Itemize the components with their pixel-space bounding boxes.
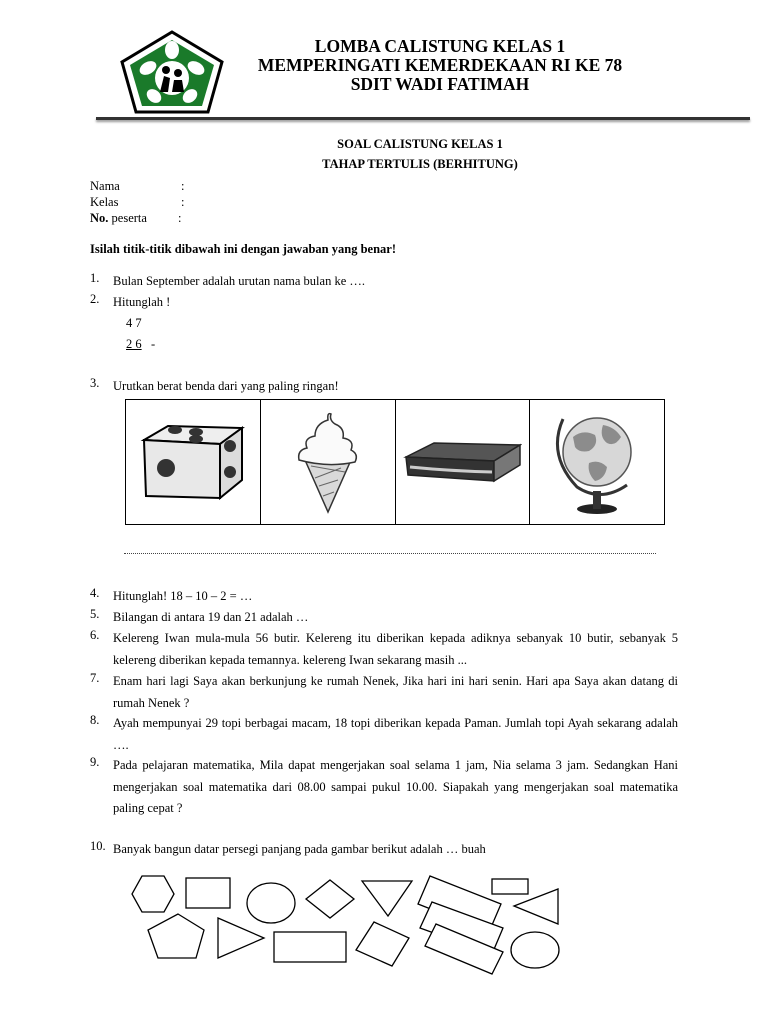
question-2-text: Hitunglah ! — [113, 295, 171, 309]
question-3-num: 3. — [90, 376, 100, 390]
question-6-num: 6. — [90, 628, 100, 642]
question-4-num: 4. — [90, 586, 100, 600]
rhombus-shape — [356, 922, 409, 966]
triangle-right-shape — [218, 918, 264, 958]
header-divider — [96, 117, 750, 120]
subtraction-operator: - — [151, 337, 156, 351]
pentagon-shape — [148, 914, 204, 958]
cell-ice-cream — [261, 400, 396, 524]
header-line-3: SDIT WADI FATIMAH — [350, 74, 530, 94]
question-7-text: Enam hari lagi Saya akan berkunjung ke rumah Nenek, Jika hari ini hari senin. Hari apa Saya akan datang di rumah Nenek ? — [113, 674, 678, 710]
dice-icon — [138, 422, 248, 502]
book-icon — [402, 437, 522, 487]
subtraction-top: 4 7 — [126, 316, 142, 330]
question-8-num: 8. — [90, 713, 100, 727]
cell-book — [396, 400, 531, 524]
question-3-text: Urutkan berat benda dari yang paling ringan! — [113, 379, 339, 393]
rectangle-shape — [186, 878, 230, 908]
question-8 — [0, 713, 768, 757]
ellipse-shape — [511, 932, 559, 968]
diamond-shape — [306, 880, 354, 918]
question-4 — [0, 586, 768, 608]
question-1 — [0, 271, 768, 293]
globe-icon — [549, 407, 645, 517]
question-7 — [0, 671, 768, 715]
triangle-down-shape — [362, 881, 412, 916]
name-colon: : — [181, 179, 185, 193]
no-bold: No. — [90, 211, 109, 225]
class-colon: : — [181, 195, 185, 209]
no-colon: : — [178, 211, 182, 225]
question-3 — [0, 376, 768, 398]
ice-cream-icon — [293, 410, 363, 514]
class-label: Kelas — [90, 195, 119, 209]
header-line-2: MEMPERINGATI KEMERDEKAAN RI KE 78 — [257, 55, 623, 75]
objects-table — [125, 399, 665, 525]
header-line-1: LOMBA CALISTUNG KELAS 1 — [314, 36, 566, 56]
question-8-text: Ayah mempunyai 29 topi berbagai macam, 18 topi diberikan kepada Paman. Jumlah topi Ayah sekarang adalah …. — [113, 716, 678, 752]
cell-globe — [530, 400, 664, 524]
question-2-num: 2. — [90, 292, 100, 306]
question-1-num: 1. — [90, 271, 100, 285]
question-2 — [0, 292, 768, 314]
question-9 — [0, 755, 768, 821]
question-9-num: 9. — [90, 755, 100, 769]
question-5-num: 5. — [90, 607, 100, 621]
no-rest: peserta — [108, 211, 147, 225]
page-title: SOAL CALISTUNG KELAS 1 — [337, 137, 503, 151]
name-label: Nama — [90, 179, 120, 193]
page-subtitle: TAHAP TERTULIS (BERHITUNG) — [322, 157, 518, 171]
circle-shape — [247, 883, 295, 923]
participant-no-label — [90, 210, 147, 226]
question-5 — [0, 607, 768, 629]
question-9-text: Pada pelajaran matematika, Mila dapat mengerjakan soal selama 1 jam, Nia selama 3 jam. Sedangkan Hani mengerjakan soal matematika dari 08.00 sampai pukul 10.00. Siapakah yang mengerjakan soal matematika paling cepat ? — [113, 758, 678, 815]
cell-dice — [126, 400, 261, 524]
question-1-text: Bulan September adalah urutan nama bulan ke …. — [113, 274, 366, 288]
instruction: Isilah titik-titik dibawah ini dengan jawaban yang benar! — [90, 242, 396, 256]
question-7-num: 7. — [90, 671, 100, 685]
hexagon-shape — [132, 876, 174, 912]
small-rectangle-shape — [492, 879, 528, 894]
question-10-text: Banyak bangun datar persegi panjang pada gambar berikut adalah … buah — [113, 842, 486, 856]
question-10-num: 10. — [90, 839, 106, 853]
question-6 — [0, 628, 768, 672]
question-5-text: Bilangan di antara 19 dan 21 adalah … — [113, 610, 309, 624]
subtraction-bottom: 2 6 — [126, 337, 142, 351]
wide-rectangle-shape — [274, 932, 346, 962]
question-4-text: Hitunglah! 18 – 10 – 2 = … — [113, 589, 253, 603]
answer-dotted-line — [124, 547, 656, 554]
question-10 — [0, 839, 768, 861]
question-6-text: Kelereng Iwan mula-mula 56 butir. Kelereng itu diberikan kepada adiknya sebanyak 10 butir, sebanyak 5 kelereng diberikan kepada temannya. kelereng Iwan sekarang masih ... — [113, 631, 678, 667]
shapes-figure — [120, 866, 570, 976]
